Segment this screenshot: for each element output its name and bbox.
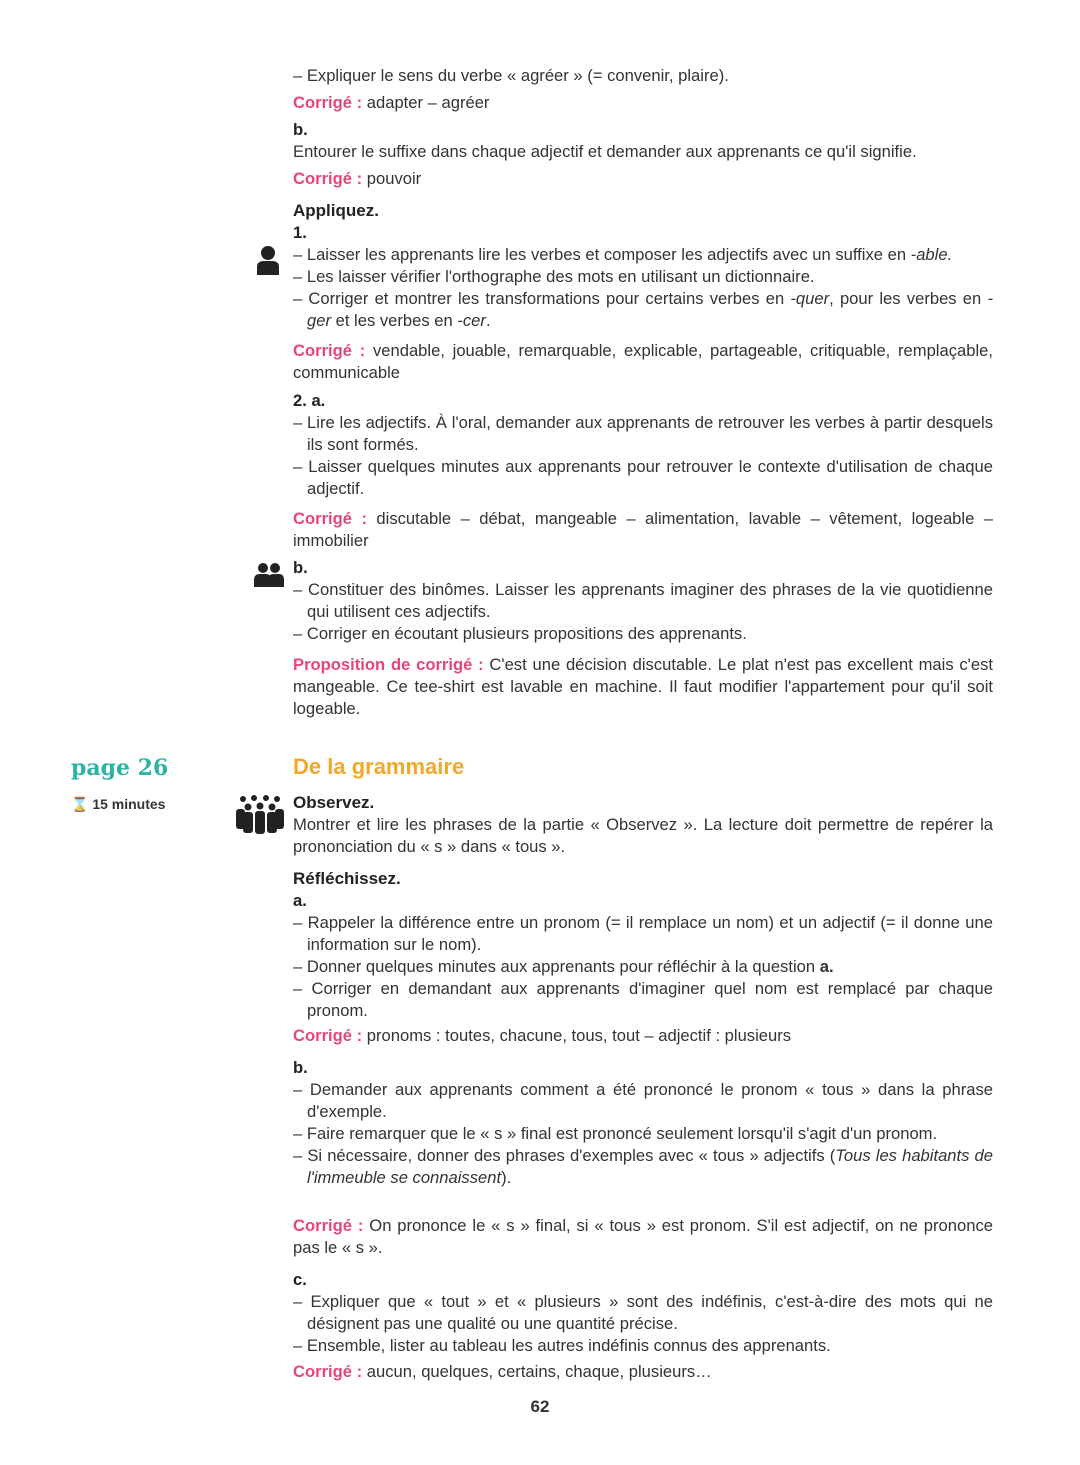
answer: Corrigé : pouvoir: [293, 169, 422, 188]
answer: Corrigé : discutable – débat, mangeable – alimentation, lavable – vêtement, logeable – immobilier: [293, 509, 993, 550]
proposed-answer: Proposition de corrigé : C'est une décision discutable. Le plat n'est pas excellent mais c'est mangeable. Ce tee-shirt est lavable en machine. Il faut modifier l'appartement pour qu'il soit logeable.: [293, 655, 993, 718]
pair-icon: [253, 562, 285, 588]
page-reference: page 26: [71, 755, 169, 781]
duration: ⌛ 15 minutes: [71, 796, 166, 812]
page-number: 62: [530, 1397, 550, 1416]
answer: Corrigé : aucun, quelques, certains, chaque, plusieurs…: [293, 1362, 712, 1381]
instruction: – Expliquer le sens du verbe « agréer » (= convenir, plaire).: [293, 66, 729, 85]
item-c: c. – Expliquer que « tout » et « plusieurs » sont des indéfinis, c'est-à-dire des mots qui ne désignent pas une qualité ou une quantité précise. – Ensemble, lister au tableau les autres indéfinis connus des apprenants.: [293, 1270, 993, 1355]
answer: Corrigé : On prononce le « s » final, si « tous » est pronom. S'il est adjectif, on ne prononce pas le « s ».: [293, 1216, 993, 1257]
answer: Corrigé : vendable, jouable, remarquable, explicable, partageable, critiquable, remplaçable, communicable: [293, 341, 993, 382]
reflechissez-section: Réfléchissez. a. – Rappeler la différence entre un pronom (= il remplace un nom) et un adjectif (= il donne une information sur le nom). – Donner quelques minutes aux apprenants pour réfléchir à la question a. – Corriger en demandant aux apprenants d'imaginer quel nom est remplacé par chaque pronom.: [293, 869, 993, 1020]
item-2b: b. – Constituer des binômes. Laisser les apprenants imaginer des phrases de la vie quotidienne qui utilisent ces adjectifs. – Corriger en écoutant plusieurs propositions des apprenants.: [293, 558, 993, 643]
hourglass-icon: ⌛: [71, 796, 89, 812]
appliquez-section: Appliquez. 1. – Laisser les apprenants lire les verbes et composer les adjectifs avec un suffixe en -able. – Les laisser vérifier l'orthographe des mots en utilisant un dictionnaire. – Corriger et montrer les transformations pour certains verbes en -quer, pour les verbes en -ger et les verbes en -cer.: [293, 201, 993, 330]
answer: Corrigé : adapter – agréer: [293, 93, 490, 112]
section-title: De la grammaire: [293, 754, 465, 779]
item-b: b. – Demander aux apprenants comment a été prononcé le pronom « tous » dans la phrase d'exemple. – Faire remarquer que le « s » final est prononcé seulement lorsqu'il s'agit d'un pronom. – Si nécessaire, donner des phrases d'exemples avec « tous » adjectifs (Tous les habitants de l'immeuble se connaissent).: [293, 1058, 994, 1187]
item-b: b. Entourer le suffixe dans chaque adjectif et demander aux apprenants ce qu'il signifie.: [293, 120, 917, 161]
single-person-icon: [256, 245, 280, 275]
group-icon: [235, 795, 285, 835]
item-2a: 2. a. – Lire les adjectifs. À l'oral, demander aux apprenants de retrouver les verbes à partir desquels ils sont formés. – Laisser quelques minutes aux apprenants pour retrouver le contexte d'utilisation de chaque adjectif.: [293, 391, 993, 498]
answer: Corrigé : pronoms : toutes, chacune, tous, tout – adjectif : plusieurs: [293, 1026, 792, 1045]
observez-section: Observez. Montrer et lire les phrases de la partie « Observez ». La lecture doit permettre de repérer la prononciation du « s » dans « tous ».: [293, 793, 993, 856]
